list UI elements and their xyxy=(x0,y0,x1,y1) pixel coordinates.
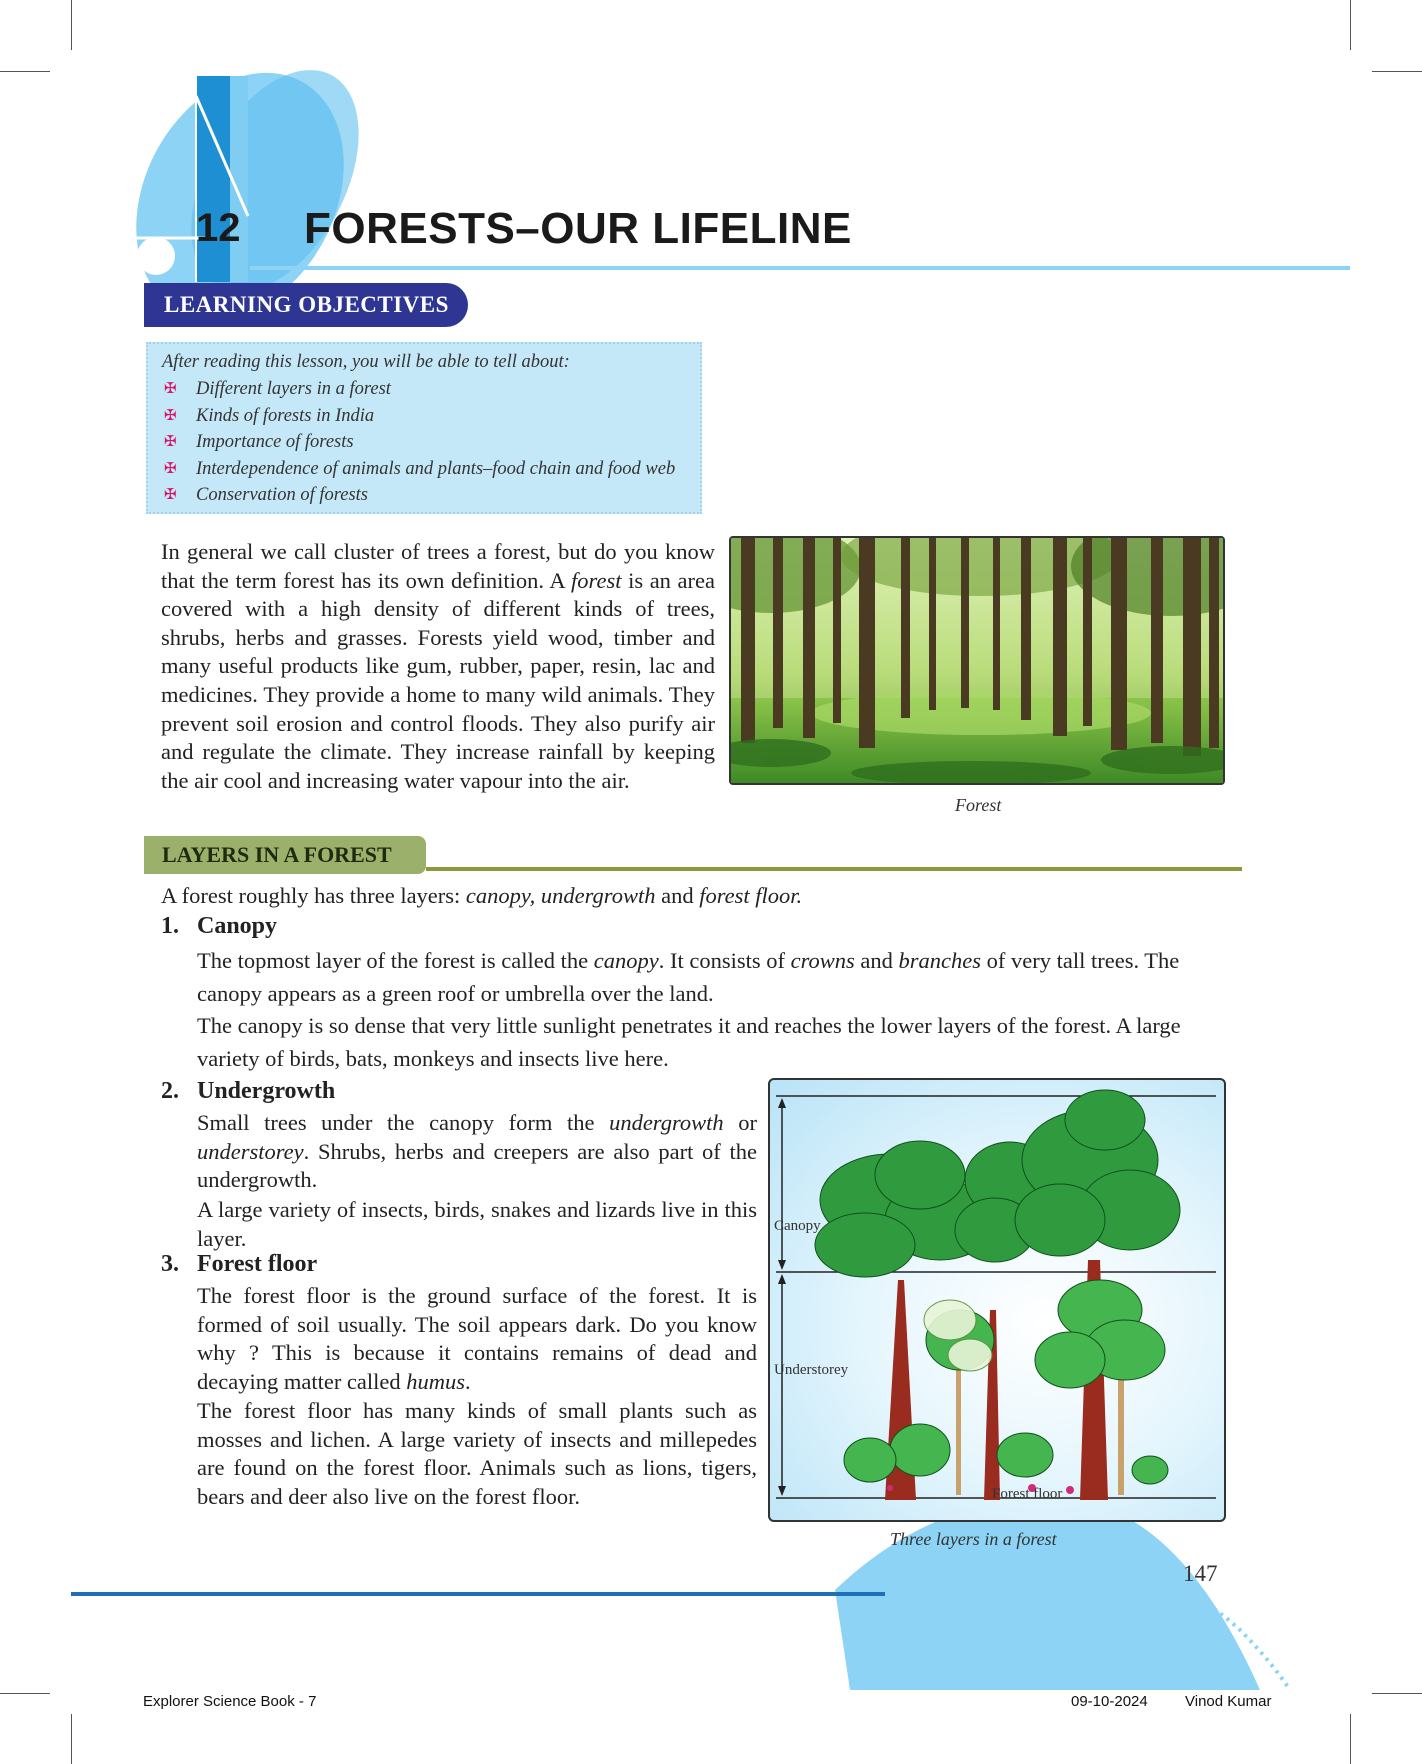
crop-mark xyxy=(1372,1693,1422,1694)
italic-term: undergrowth xyxy=(609,1110,724,1135)
list-item-text: Importance of forests xyxy=(196,432,354,452)
heading-number: 2. xyxy=(161,1078,179,1104)
chapter-title: FORESTS–OUR LIFELINE xyxy=(304,204,852,253)
text-span: is an area covered with a high density of different kinds of trees, shrubs, herbs and grasses. Forests yield wood, timber and many useful products like gum, rubber, paper, resin, lac and medicines. They provide a home to many wild animals. They prevent soil erosion and control floods. They also purify air and regulate the climate. They increase rainfall by keeping the air cool and increasing water vapour into the air. xyxy=(161,567,715,793)
crop-mark xyxy=(71,0,72,50)
cross-bullet-icon: ✠ xyxy=(164,487,177,503)
forest-photo-caption: Forest xyxy=(955,795,1002,815)
undergrowth-heading xyxy=(161,1078,335,1105)
italic-term: understorey xyxy=(197,1138,304,1164)
forest-layers-diagram xyxy=(768,1078,1226,1522)
heading-number: 1. xyxy=(161,913,179,939)
forest-layers-illustration xyxy=(770,1080,1224,1520)
heading-text: Undergrowth xyxy=(197,1078,336,1104)
section-title: LAYERS IN A FOREST xyxy=(144,836,426,874)
page-number: 147 xyxy=(1183,1561,1218,1586)
canopy-heading xyxy=(161,913,277,940)
canopy-paragraph-2: The canopy is so dense that very little sunlight penetrates it and reaches the lower layers of the forest. A large variety of birds, bats, monkeys and insects live here. xyxy=(197,1013,1181,1071)
list-item-text: Different layers in a forest xyxy=(196,379,391,399)
italic-term: humus xyxy=(406,1368,466,1394)
heading-text: Canopy xyxy=(197,913,278,939)
crop-mark xyxy=(71,1714,72,1764)
footer-book-title: Explorer Science Book - 7 xyxy=(143,1693,317,1710)
cross-bullet-icon: ✠ xyxy=(164,434,177,450)
understorey-label: Understorey xyxy=(774,1362,849,1378)
list-item-text: Kinds of forests in India xyxy=(196,405,375,426)
list-item xyxy=(162,429,686,456)
forest-floor-paragraph-1 xyxy=(197,1282,757,1396)
section-rule xyxy=(426,867,1242,871)
layers-intro xyxy=(161,882,1221,911)
canopy-paragraph-1 xyxy=(197,945,1229,1010)
text-span: The forest floor is the ground surface of the forest. It is formed of soil usually. The soil appears dark. Do you know why ? This is because it contains remains of dead and decaying matter called xyxy=(197,1283,757,1394)
text-span: Small trees under the canopy form the xyxy=(197,1110,610,1135)
text-span: and xyxy=(655,883,700,908)
crop-mark xyxy=(0,71,50,72)
text-span: In general we call cluster of trees a forest, but do you know that the term forest has its own definition. A xyxy=(161,539,715,593)
italic-term: canopy, undergrowth xyxy=(465,883,656,908)
footer-author: Vinod Kumar xyxy=(1185,1693,1272,1710)
crop-mark xyxy=(1372,71,1422,72)
learning-objectives-intro: After reading this lesson, you will be able to tell about: xyxy=(162,352,570,372)
heading-text: Forest floor xyxy=(197,1251,318,1277)
layers-diagram-caption: Three layers in a forest xyxy=(890,1529,1057,1549)
intro-paragraph xyxy=(161,538,715,795)
list-item-text: Conservation of forests xyxy=(196,485,368,505)
text-span: . Shrubs, herbs and creepers are also part of the undergrowth. xyxy=(197,1138,757,1193)
crop-mark xyxy=(1350,0,1351,50)
crop-mark xyxy=(1350,1714,1351,1764)
text-span: of very tall trees. The canopy appears as a green roof or umbrella over the land. xyxy=(197,948,1180,1006)
learning-objectives-list xyxy=(162,376,686,509)
cross-bullet-icon: ✠ xyxy=(164,407,177,424)
forest-photo xyxy=(729,536,1225,785)
list-item xyxy=(162,482,686,509)
italic-term: forest floor. xyxy=(699,883,803,908)
forest-floor-paragraph-2: The forest floor has many kinds of small plants such as mosses and lichen. A large variety of insects and millepedes are found on the forest floor. Animals such as lions, tigers, bears and deer also live on the forest floor. xyxy=(197,1398,757,1509)
cross-bullet-icon: ✠ xyxy=(164,381,177,397)
bottom-rule xyxy=(71,1592,885,1596)
text-span: . xyxy=(465,1368,471,1394)
italic-term: branches xyxy=(898,948,982,973)
learning-objectives-box xyxy=(146,342,702,514)
forest-floor-label: Forest floor xyxy=(992,1486,1063,1502)
text-span: or xyxy=(723,1110,757,1135)
list-item-text: Interdependence of animals and plants–food chain and food web xyxy=(196,458,676,479)
learning-objectives-label: LEARNING OBJECTIVES xyxy=(144,283,468,327)
italic-term: canopy xyxy=(593,948,659,973)
list-item xyxy=(162,376,686,403)
list-item xyxy=(162,403,686,430)
undergrowth-paragraph-2: A large variety of insects, birds, snakes and lizards live in this layer. xyxy=(197,1197,757,1251)
footer-date: 09-10-2024 xyxy=(1071,1693,1148,1710)
crop-mark xyxy=(0,1693,50,1694)
chapter-number: 12 xyxy=(196,206,241,250)
text-span: A forest roughly has three layers: xyxy=(161,883,466,908)
cross-bullet-icon: ✠ xyxy=(164,460,177,477)
text-span: The topmost layer of the forest is called the xyxy=(197,948,594,973)
list-item xyxy=(162,456,686,483)
heading-number: 3. xyxy=(161,1251,179,1277)
text-span: and xyxy=(854,948,899,973)
canopy-label: Canopy xyxy=(774,1218,821,1234)
italic-term: crowns xyxy=(790,948,855,973)
forest-floor-heading xyxy=(161,1251,317,1278)
forest-illustration xyxy=(731,538,1223,783)
italic-term: forest xyxy=(571,567,622,593)
text-span: . It consists of xyxy=(658,948,791,973)
undergrowth-paragraph-1 xyxy=(197,1109,757,1195)
